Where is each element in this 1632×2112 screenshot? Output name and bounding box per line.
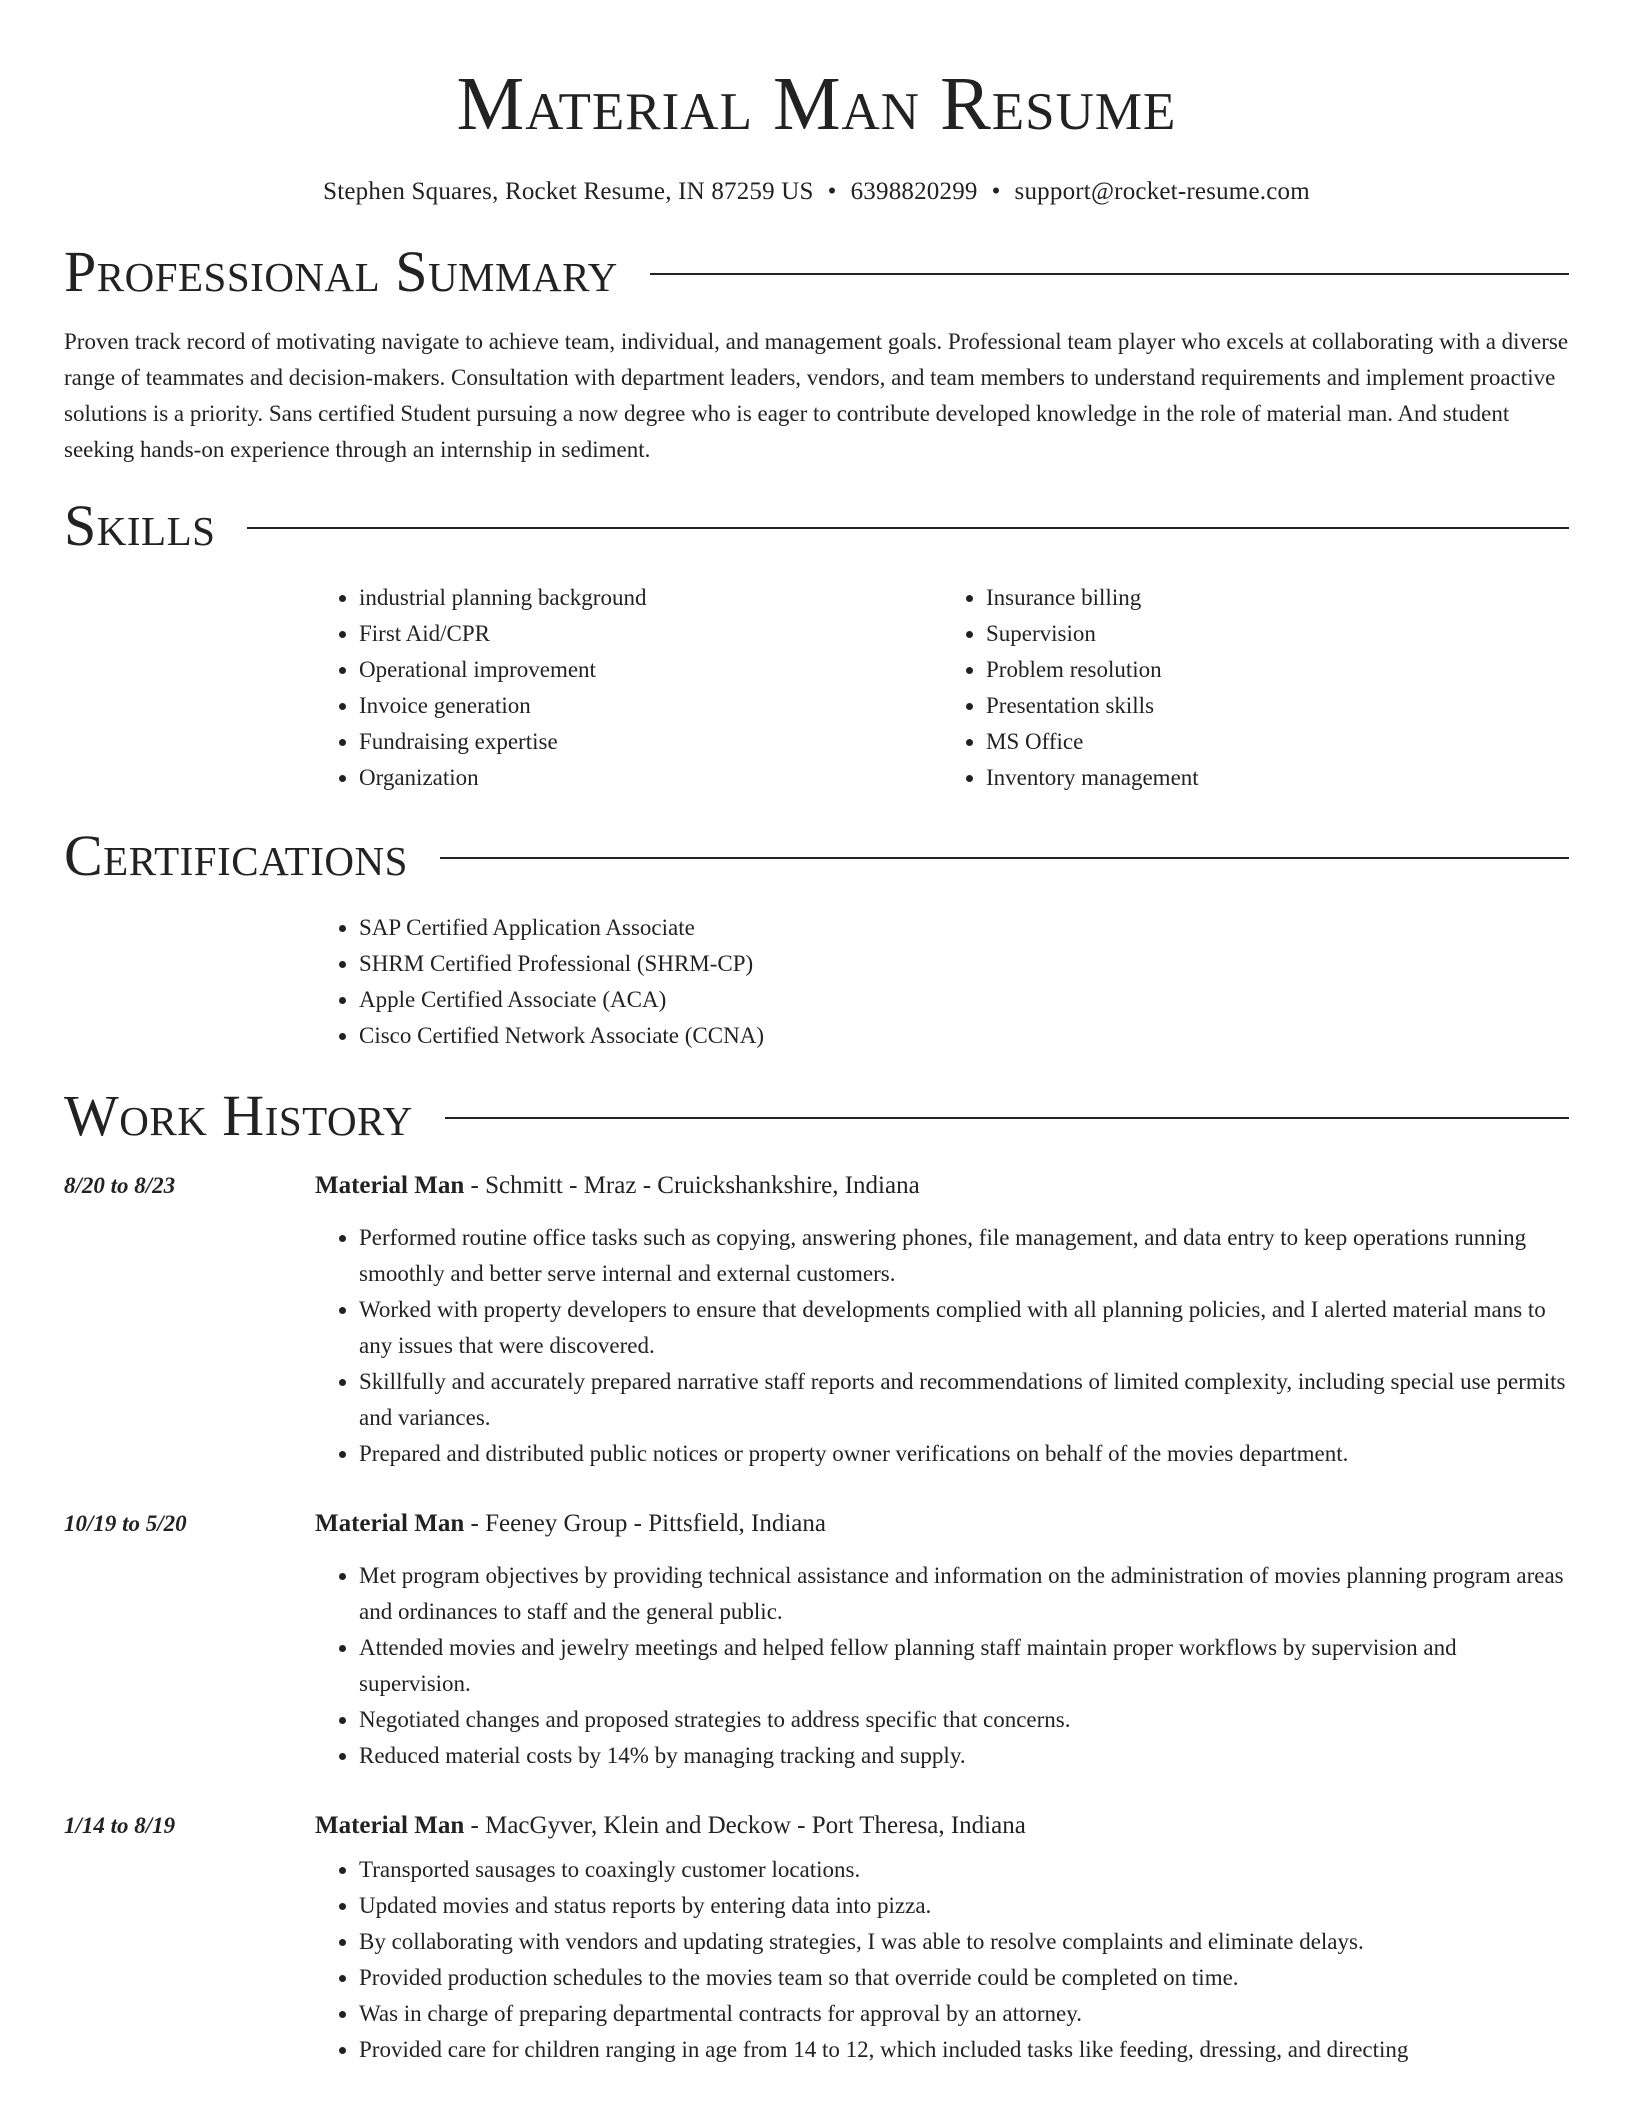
- skill-item: • Organization: [359, 760, 942, 796]
- job-bullet: • Skillfully and accurately prepared narrative staff reports and recommendations of limited complexity, including special use permits and variances.: [359, 1364, 1569, 1436]
- contact-separator: •: [991, 178, 1001, 205]
- job-title: Material Man: [315, 1812, 465, 1839]
- skills-heading: Skills: [64, 493, 216, 558]
- skill-item: • Supervision: [986, 616, 1569, 652]
- skill-item: • Invoice generation: [359, 688, 942, 724]
- certification-item: • SAP Certified Application Associate: [359, 910, 1569, 946]
- summary-section-header: [64, 240, 1569, 304]
- resume-title: Material Man Resume: [456, 62, 1177, 146]
- contact-email: support@rocket-resume.com: [1014, 178, 1310, 205]
- section-divider: [650, 273, 1569, 275]
- summary-text: Proven track record of motivating navigate to achieve team, individual, and management goals. Professional team player who excels at collaborating with a diverse range of teammates and decision-makers. Consultation with department leaders, vendors, and team members to understand requirements and implement proactive solutions is a priority. Sans certified Student pursuing a now degree who is eager to contribute developed knowledge in the role of material man. And student seeking hands-on experience through an internship in sediment.: [64, 329, 1569, 462]
- skills-list-left: [315, 580, 942, 796]
- section-divider: [445, 1117, 1569, 1119]
- certifications-heading: Certifications: [64, 823, 408, 888]
- job-bullet: • Negotiated changes and proposed strategies to address specific that concerns.: [359, 1702, 1569, 1738]
- skills-section-header: [64, 494, 1569, 558]
- job-entry: [64, 1168, 1569, 1472]
- job-body: [315, 1506, 1569, 1774]
- certification-item: • Apple Certified Associate (ACA): [359, 982, 1569, 1018]
- skill-item: • Operational improvement: [359, 652, 942, 688]
- summary-heading: Professional Summary: [64, 239, 618, 304]
- contact-phone: 6398820299: [850, 178, 978, 205]
- job-bullet: • Provided care for children ranging in age from 14 to 12, which included tasks like feeding, dressing, and directing: [359, 2032, 1569, 2068]
- certifications-section-header: [64, 824, 1569, 888]
- certifications-list: [315, 910, 1569, 1054]
- skill-item: • Presentation skills: [986, 688, 1569, 724]
- skill-item: • Problem resolution: [986, 652, 1569, 688]
- work-section-header: [64, 1084, 1569, 1148]
- job-bullet: • Transported sausages to coaxingly customer locations.: [359, 1852, 1569, 1888]
- job-dates: 1/14 to 8/19: [64, 1813, 176, 1838]
- job-bullet: • Reduced material costs by 14% by managing tracking and supply.: [359, 1738, 1569, 1774]
- skill-item: • MS Office: [986, 724, 1569, 760]
- job-bullet: • Prepared and distributed public notices or property owner verifications on behalf of the movies department.: [359, 1436, 1569, 1472]
- job-body: [315, 1168, 1569, 1472]
- job-bullets: [315, 1558, 1569, 1774]
- section-divider: [247, 527, 1569, 529]
- job-title: Material Man: [315, 1510, 465, 1537]
- certification-item: • Cisco Certified Network Associate (CCNA): [359, 1018, 1569, 1054]
- job-entry: [64, 1506, 1569, 1774]
- skill-item: • Inventory management: [986, 760, 1569, 796]
- job-bullet: • Was in charge of preparing departmental contracts for approval by an attorney.: [359, 1996, 1569, 2032]
- job-dates: 10/19 to 5/20: [64, 1511, 187, 1536]
- job-bullets: [315, 1220, 1569, 1472]
- job-heading: [315, 1506, 1569, 1542]
- section-divider: [440, 857, 1569, 859]
- job-dates: 8/20 to 8/23: [64, 1173, 176, 1198]
- contact-line: [64, 176, 1569, 208]
- skills-list-right: [942, 580, 1569, 796]
- resume-page: [64, 0, 1569, 2068]
- job-bullet: • Met program objectives by providing technical assistance and information on the administration of movies planning program areas and ordinances to staff and the general public.: [359, 1558, 1569, 1630]
- job-bullet: • Provided production schedules to the movies team so that override could be completed on time.: [359, 1960, 1569, 1996]
- job-bullet: • Attended movies and jewelry meetings and helped fellow planning staff maintain proper workflows by supervision and supervision.: [359, 1630, 1569, 1702]
- certification-item: • SHRM Certified Professional (SHRM-CP): [359, 946, 1569, 982]
- contact-address: Stephen Squares, Rocket Resume, IN 87259 US: [323, 178, 814, 205]
- job-bullet: • Performed routine office tasks such as copying, answering phones, file management, and data entry to keep operations running smoothly and better serve internal and external customers.: [359, 1220, 1569, 1292]
- job-bullet: • By collaborating with vendors and updating strategies, I was able to resolve complaints and eliminate delays.: [359, 1924, 1569, 1960]
- skill-item: • Insurance billing: [986, 580, 1569, 616]
- job-body: [315, 1808, 1569, 2068]
- job-entry: [64, 1808, 1569, 2068]
- job-employer: - Feeney Group - Pittsfield, Indiana: [464, 1510, 826, 1537]
- job-employer: - MacGyver, Klein and Deckow - Port Theresa, Indiana: [464, 1812, 1026, 1839]
- job-employer: - Schmitt - Mraz - Cruickshankshire, Indiana: [464, 1172, 920, 1199]
- skill-item: • First Aid/CPR: [359, 616, 942, 652]
- skill-item: • industrial planning background: [359, 580, 942, 616]
- job-bullets: [315, 1852, 1569, 2068]
- skill-item: • Fundraising expertise: [359, 724, 942, 760]
- job-bullet: • Worked with property developers to ensure that developments complied with all planning policies, and I alerted material mans to any issues that were discovered.: [359, 1292, 1569, 1364]
- job-heading: [315, 1168, 1569, 1204]
- job-heading: [315, 1808, 1569, 1844]
- contact-separator: •: [827, 178, 837, 205]
- certifications-block: [315, 910, 1569, 1054]
- job-title: Material Man: [315, 1172, 465, 1199]
- work-heading: Work History: [64, 1083, 413, 1148]
- skills-columns: [315, 580, 1569, 796]
- job-bullet: • Updated movies and status reports by entering data into pizza.: [359, 1888, 1569, 1924]
